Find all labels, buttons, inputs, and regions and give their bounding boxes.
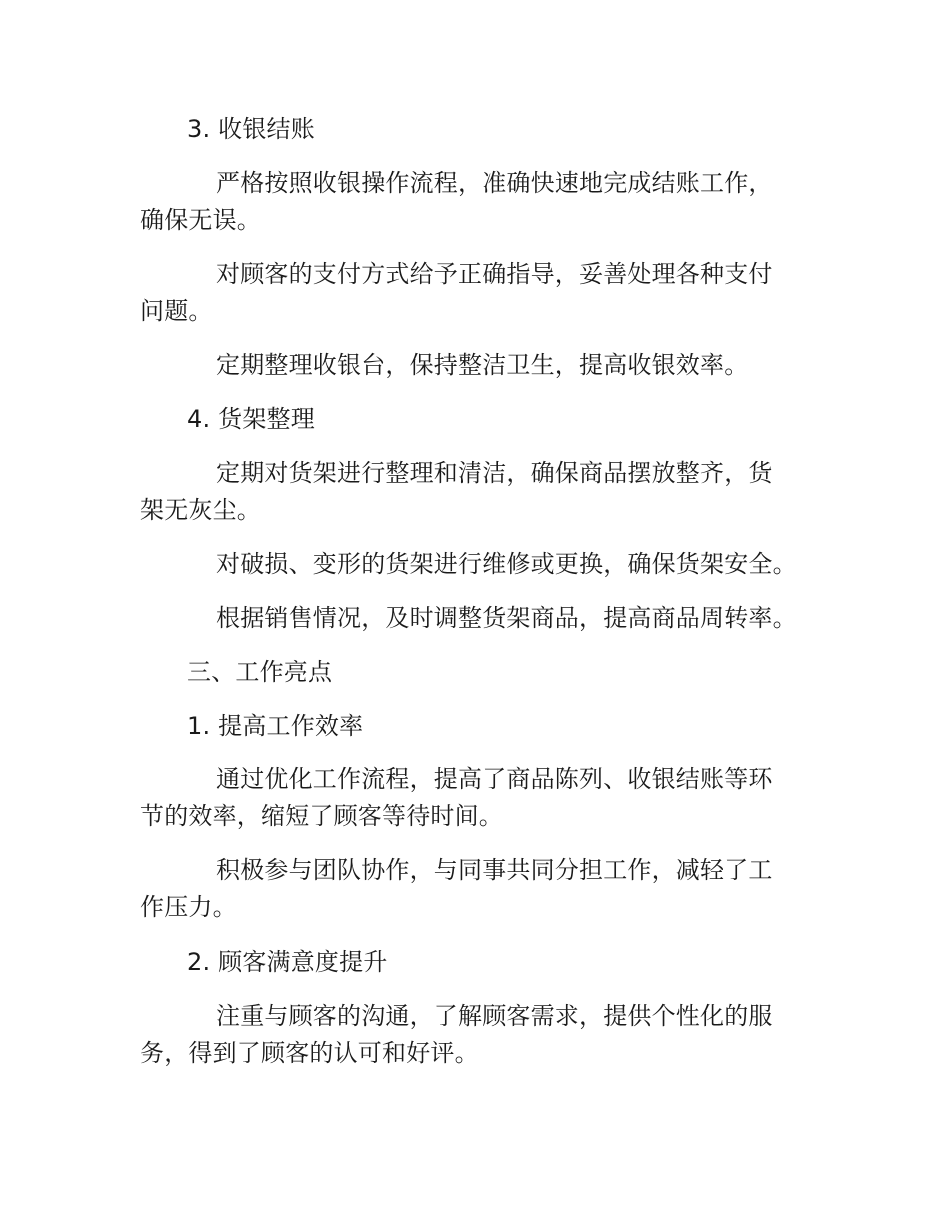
paragraph-line: 对顾客的支付方式给予正确指导，妥善处理各种支付 xyxy=(216,260,773,288)
paragraph-line: 通过优化工作流程，提高了商品陈列、收银结账等环 xyxy=(216,765,773,793)
paragraph-line: 作压力。 xyxy=(140,893,237,921)
section-heading: 2. 顾客满意度提升 xyxy=(187,948,388,976)
paragraph-line: 根据销售情况，及时调整货架商品，提高商品周转率。 xyxy=(216,604,797,632)
section-heading: 4. 货架整理 xyxy=(187,405,315,433)
paragraph-line: 问题。 xyxy=(140,297,213,325)
section-heading: 3. 收银结账 xyxy=(187,115,315,143)
paragraph-line: 节的效率，缩短了顾客等待时间。 xyxy=(140,802,503,830)
paragraph-line: 定期整理收银台，保持整洁卫生，提高收银效率。 xyxy=(216,351,749,379)
paragraph-line: 注重与顾客的沟通，了解顾客需求，提供个性化的服 xyxy=(216,1002,773,1030)
paragraph-line: 定期对货架进行整理和清洁，确保商品摆放整齐，货 xyxy=(216,459,773,487)
paragraph-line: 确保无误。 xyxy=(140,206,261,234)
paragraph-line: 架无灰尘。 xyxy=(140,496,261,524)
paragraph-line: 务，得到了顾客的认可和好评。 xyxy=(140,1039,479,1067)
section-heading: 三、工作亮点 xyxy=(187,658,333,686)
paragraph-line: 对破损、变形的货架进行维修或更换，确保货架安全。 xyxy=(216,550,797,578)
paragraph-line: 积极参与团队协作，与同事共同分担工作，减轻了工 xyxy=(216,856,773,884)
paragraph-line: 严格按照收银操作流程，准确快速地完成结账工作， xyxy=(216,169,773,197)
section-heading: 1. 提高工作效率 xyxy=(187,712,364,740)
